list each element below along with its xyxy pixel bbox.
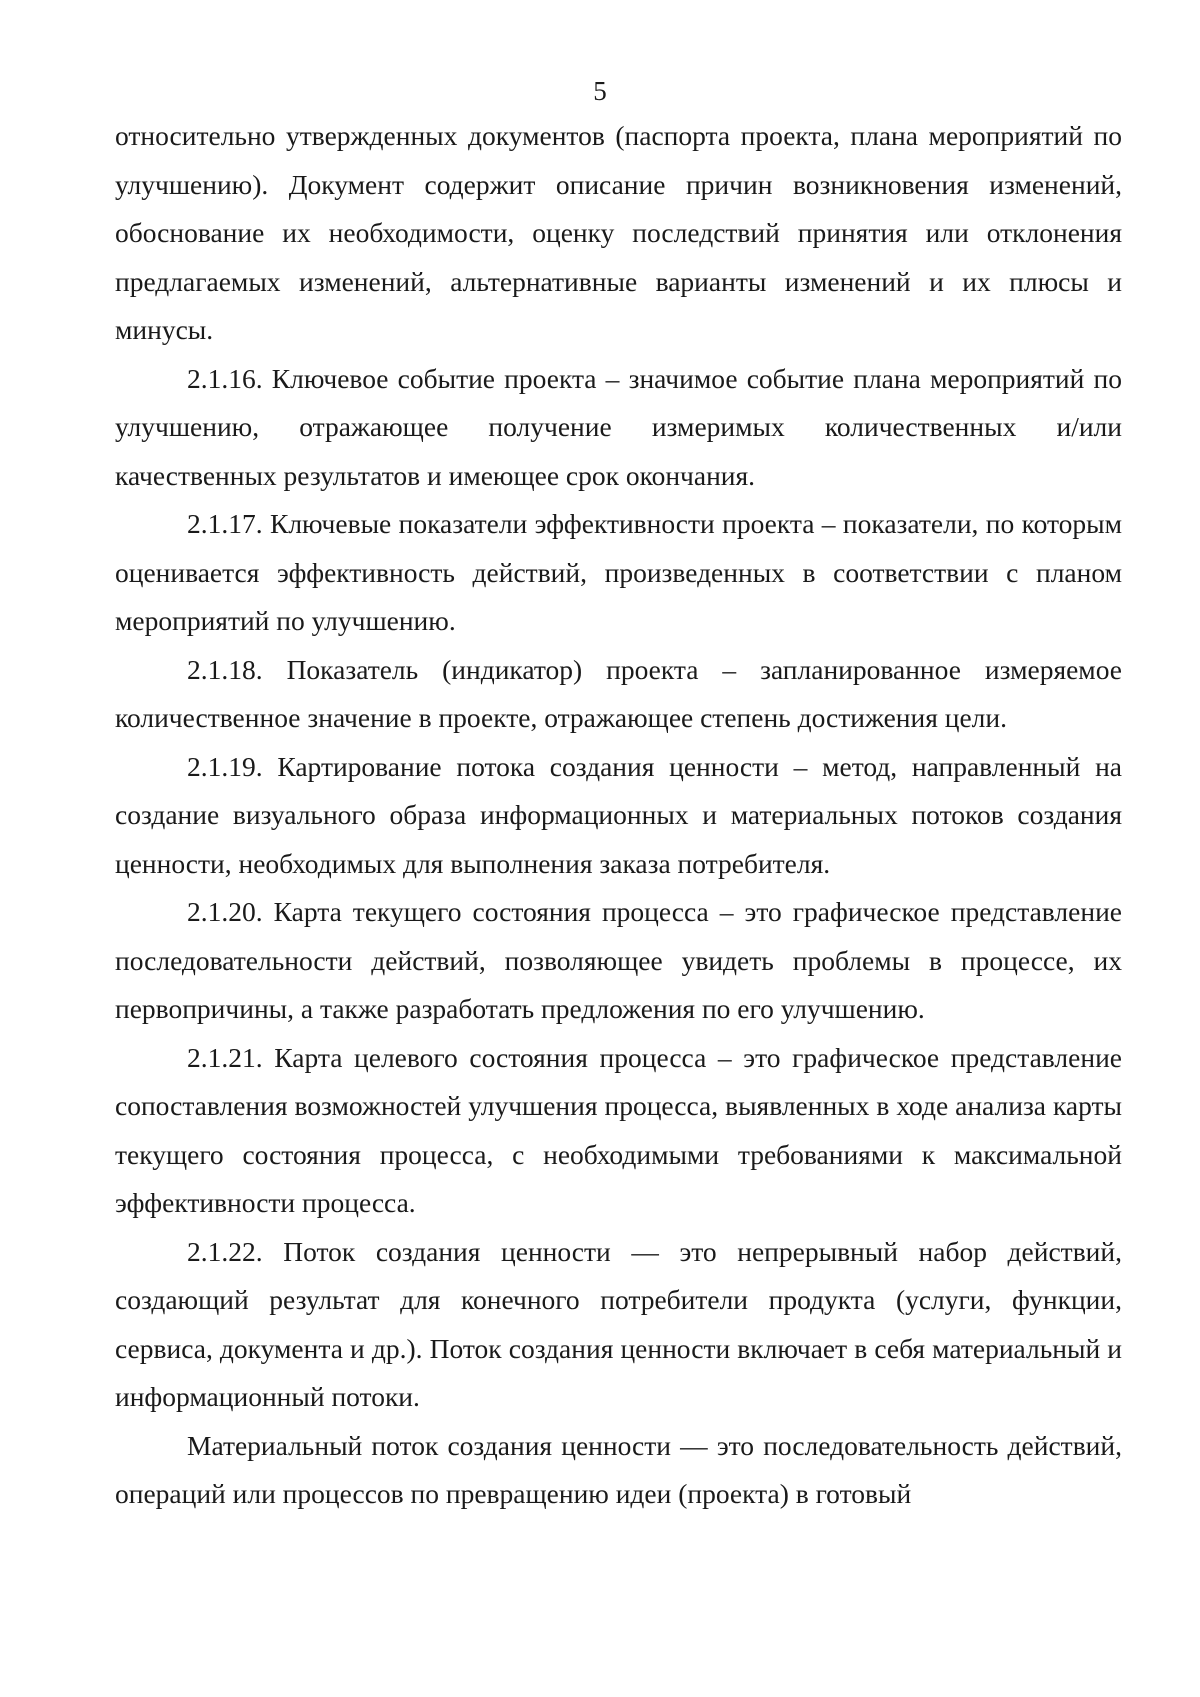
paragraph-continuation: относительно утвержденных документов (паспорта проекта, плана мероприятий по улучшению). Документ содержит описание причин возникновения изменений, обоснование их необходимости, оценку последствий принятия или отклонения предлагаемых изменений, альтернативные варианты изменений и их плюсы и минусы. <box>115 120 1122 345</box>
page-number: 5 <box>593 76 607 106</box>
paragraph-2-1-21: 2.1.21. Карта целевого состояния процесса – это графическое представление сопоставления возможностей улучшения процесса, выявленных в ходе анализа карты текущего состояния процесса, с необходимыми требованиями к максимальной эффективности процесса. <box>115 1041 1122 1218</box>
paragraph-2-1-19: 2.1.19. Картирование потока создания ценности – метод, направленный на создание визуального образа информационных и материальных потоков создания ценности, необходимых для выполнения заказа потребителя. <box>115 750 1122 879</box>
paragraph-2-1-22: 2.1.22. Поток создания ценности — это непрерывный набор действий, создающий результат для конечного потребители продукта (услуги, функции, сервиса, документа и др.). Поток создания ценности включает в себя материальный и информационный потоки. <box>115 1235 1122 1412</box>
paragraph-material-flow: Материальный поток создания ценности — это последовательность действий, операций или процессов по превращению идеи (проекта) в готовый <box>115 1429 1122 1509</box>
paragraph-2-1-17: 2.1.17. Ключевые показатели эффективности проекта – показатели, по которым оценивается эффективность действий, произведенных в соответствии с планом мероприятий по улучшению. <box>115 508 1122 636</box>
document-body <box>115 112 1122 1519</box>
paragraph-2-1-18: 2.1.18. Показатель (индикатор) проекта – запланированное измеряемое количественное значение в проекте, отражающее степень достижения цели. <box>115 653 1122 733</box>
paragraph-2-1-20: 2.1.20. Карта текущего состояния процесса – это графическое представление последовательности действий, позволяющее увидеть проблемы в процессе, их первопричины, а также разработать предложения по его улучшению. <box>115 896 1122 1024</box>
paragraph-2-1-16: 2.1.16. Ключевое событие проекта – значимое событие плана мероприятий по улучшению, отражающее получение измеримых количественных и/или качественных результатов и имеющее срок окончания. <box>115 362 1122 491</box>
